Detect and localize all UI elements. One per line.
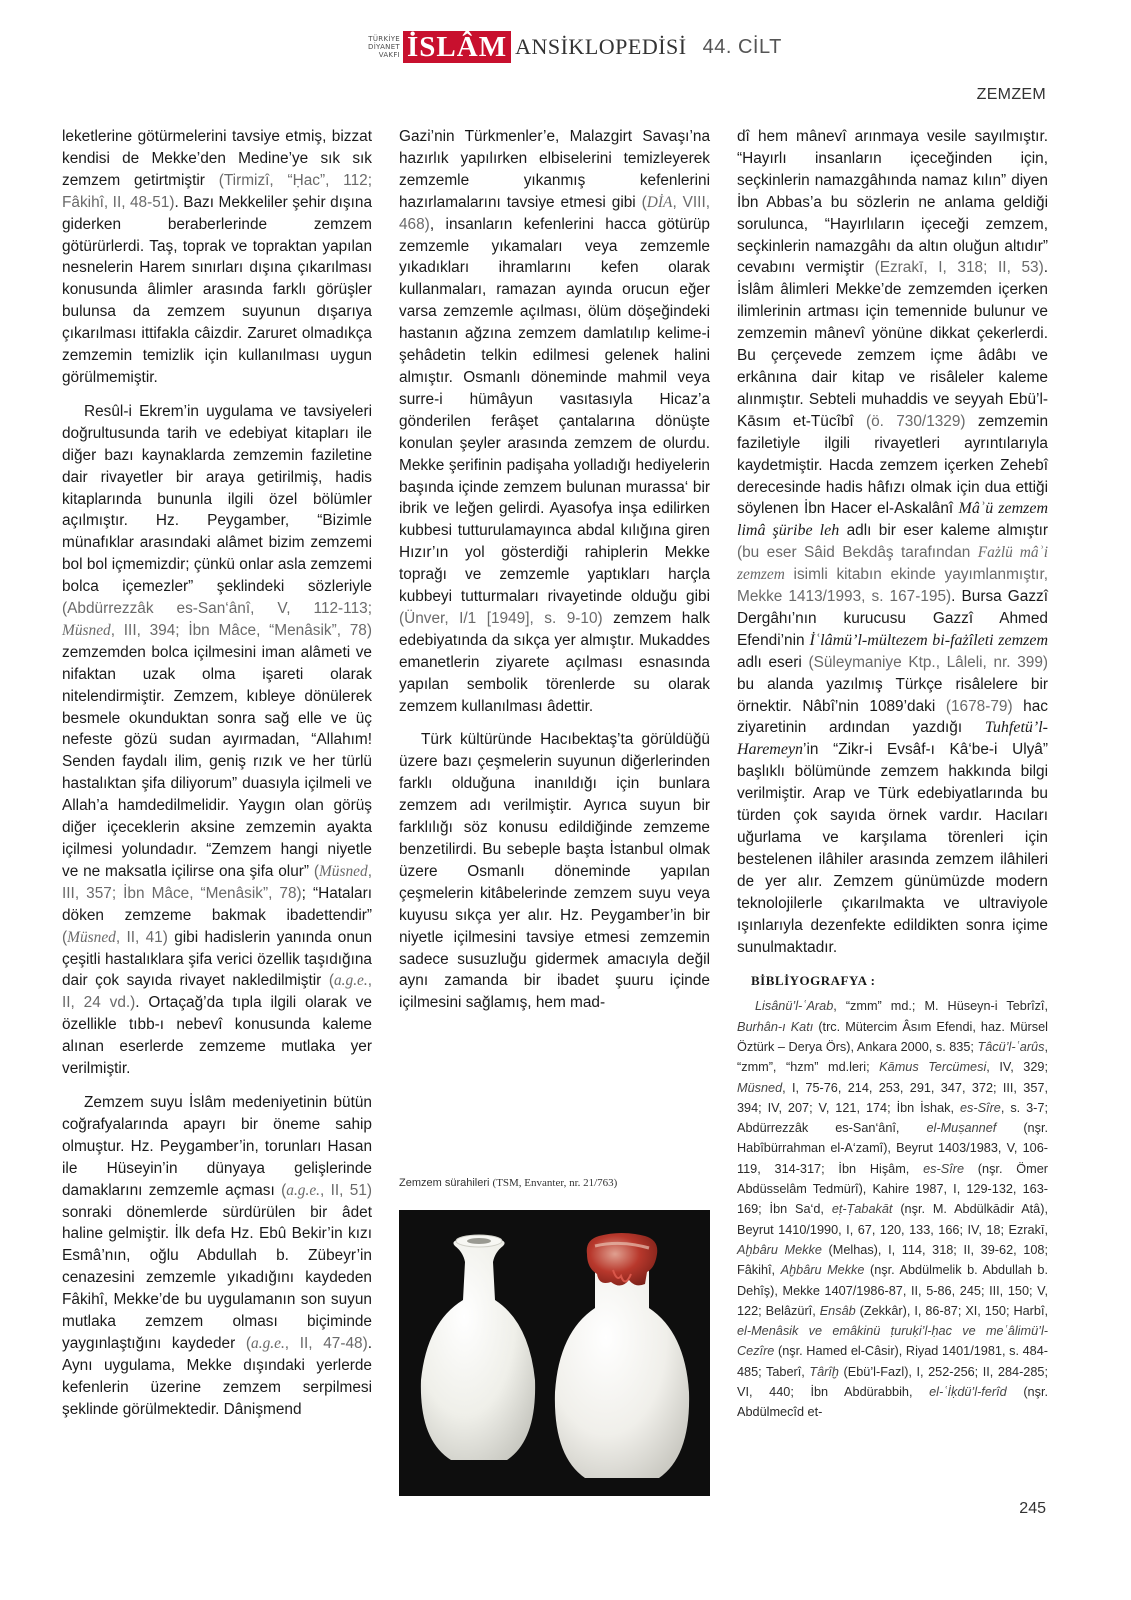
figure-caption: Zemzem sürahileri (TSM, Envanter, nr. 21/763)	[399, 1177, 618, 1189]
brand-subtitle: ANSİKLOPEDİSİ	[515, 34, 687, 59]
bibliography-heading: BİBLİYOGRAFYA :	[751, 973, 876, 989]
brand-logo: İSLÂM	[403, 31, 511, 63]
paragraph: Gazi’nin Türkmenler’e, Malazgirt Savaşı’na hazırlık yapılırken elbiselerini temizleyerek zemzemle yıkanmış kefenlerini hazırlamalarını tavsiye etmesi gibi (DİA, VIII, 468), insanların kefenlerini hacca götürüp zemzemle yıkamaları veya zemzemle yıkadıkları ihramlarını kefen olarak kullanmaları, ramazan ayında orucun eğer varsa zemzemle açılması, ölüm döşeğindeki hastanın ağzına zemzem damlatılıp kelime-i şehâdetin telkin edilmesi gelenek halini almıştır. Osmanlı döneminde mahmil veya surre-i hümâyun vasıtasıyla Hicaz’a gönderilen ferâşet çantalarına dönüşte konulan şeyler arasında zemzem de olurdu. Mekke şerifinin padişaha yolladığı hediyelerin başında içinde zemzem bulunan murassa‘ bir ibrik ve leğen gelirdi. Ayasofya inşa edilirken kubbesi tutturulamayınca abdal kılığına giren Hızır’ın yol gösterdiği rahiplerin Mekke toprağı ve zemzemle yaptıkları harçla kubbeyi tutturmaları rivayetinde olduğu gibi (Ünver, I/1 [1949], s. 9-10) zemzem halk edebiyatında da sıkça yer almıştır. Mukaddes emanetlerin ziyarete açılması esnasında yapılan sembolik törenlerde su olarak zemzem kullanılması âdettir.	[399, 128, 710, 715]
text-column-1	[62, 126, 372, 1433]
volume-label: 44. CİLT	[702, 35, 782, 58]
running-title: ZEMZEM	[976, 86, 1046, 103]
left-vase	[421, 1240, 535, 1460]
paragraph: Resûl-i Ekrem’in uygulama ve tavsiyeleri doğrultusunda tarih ve edebiyat kitapları ile diğer bazı kaynaklarda zemzemin faziletine dair rivayetler bir araya getirilmiş, hadis kitaplarında bununla ilgili özel bölümler açılmıştır. Hz. Peygamber, “Bizimle münafıklar arasındaki alâmet bizim zemzemi bol bol içmemizdir; çünkü onlar asla zemzemi bolca içemezler” şeklindeki sözleriyle (Abdürrezzâk es-San‘ânî, V, 112-113; Müsned, III, 394; İbn Mâce, “Menâsik”, 78) zemzemden bolca içilmesini iman alâmeti ve nifaktan uzak olma işareti olarak nitelendirmiştir. Zemzem, kıbleye dönülerek besmele okunduktan sonra sağ elle ve üç nefeste gözü sudan ayırmadan, “Allahım! Senden faydalı ilim, geniş rızık ve her türlü hastalıktan şifa diliyorum” duasıyla içilmeli ve Allah’a hamdedilmelidir. Yaygın olan görüş diğer içeceklerin aksine zemzemin ayakta içilmesi yolundadır. “Zemzem hangi niyetle ve ne maksatla içilirse ona şifa olur” (Müsned, III, 357; İbn Mâce, “Menâsik”, 78); “Hataları döken zemzeme bakmak ibadettendir” (Müsned, II, 41) gibi hadislerin yanında onun çeşitli hastalıklara şifa verici özellik taşıdığına dair çok sayıda rivayet nakledilmiştir (a.g.e., II, 24 vd.). Ortaçağ’da tıpla ilgili olarak ve özellikle tıbb-ı nebevî konusunda kaleme alınan eserlerde zemzeme mutlaka yer verilmiştir.	[62, 402, 372, 1078]
paragraph: Zemzem suyu İslâm medeniyetinin bütün coğrafyalarında apayrı bir öneme sahip olmuştur. Hz. Peygamber’in, torunları Hasan ile Hüseyin’in dünyaya gelişlerinde damaklarını zemzemle açması (a.g.e., II, 51) sonraki dönemlerde sürdürülen bir âdet haline gelmiştir. İlk defa Hz. Ebû Bekir’in kızı Esmâ’nın, oğlu Abdullah b. Zübeyr’in cenazesini zemzemle yıkadığını kaydeden Fâkihî, Mekke’de bu uygulamanın son suyun mutlaka zemzem olması biçiminde yaygınlaştığını kaydeder (a.g.e., II, 47-48). Aynı uygulama, Mekke dışındaki yerlerde kefenlerin üzerine zemzem serpilmesi şeklinde görülmektedir. Dânişmend	[62, 1093, 372, 1418]
bibliography-text: Lisânü’l-ʿArab, “zmm” md.; M. Hüseyn-i Tebrîzî, Burhân-ı Katı (trc. Mütercim Âsım Efendi, haz. Mürsel Öztürk – Derya Örs), Ankara 2000, s. 835; Tâcü’l-ʿarûs, “zmm”, “hzm” md.leri; Kāmus Tercümesi, IV, 329; Müsned, I, 75-76, 214, 253, 291, 347, 372; III, 357, 394; IV, 207; V, 121, 174; İbn İshak, es-Sîre, s. 3-7; Abdürrezzâk es-San‘ânî, el-Muṣannef (nşr. Habîbürrahman el-A‘zamî), Beyrut 1403/1983, V, 106-119, 314-317; İbn Hişâm, es-Sîre (nşr. Ömer Abdüsselâm Tedmürî), Kahire 1987, I, 129-132, 163-169; İbn Sa‘d, eṭ-Ṭabakāt (nşr. M. Abdülkādir Atâ), Beyrut 1410/1990, I, 67, 120, 133, 166; IV, 18; Ezrakī, Aḫbâru Mekke (Melhas), I, 114, 318; II, 39-62, 108; Fâkihî, Aḫbâru Mekke (nşr. Abdülmelik b. Abdullah b. Dehîş), Mekke 1407/1986-87, II, 5-86, 245; III, 150; V, 122; Belâzürî, Ensâb (Zekkâr), I, 86-87; XI, 150; Harbî, el-Menâsik ve emâkinü ṭuruḳi’l-ḥac ve meʿâlimü’l-Cezîre (nşr. Hamed el-Câsir), Riyad 1401/1981, s. 484-485; Taberî, Târîḫ (Ebü’l-Fazl), I, 252-256; II, 284-285; VI, 440; İbn Abdürabbih, el-ʿİḳdü’l-ferîd (nşr. Abdülmecîd et-	[737, 999, 1049, 1420]
paragraph: leketlerine götürmelerini tavsiye etmiş, bizzat kendisi de Mekke’den Medine’ye sık sık zemzem getirtmiştir (Tirmizî, “Ḥac”, 112; Fâkihî, II, 48-51). Bazı Mekkeliler şehir dışına giderken beraberlerinde zemzem götürürlerdi. Taş, toprak ve topraktan yapılan nesnelerin Harem sınırları dışına çıkarılması konusunda âlimler arasında farklı görüşler bulunsa da zemzem suyunun dışarıya çıkarılması ittifakla câizdir. Zaruret olmadıkça zemzemin temizlik için kullanılması uygun görülmemiştir.	[62, 128, 373, 386]
paragraph: dî hem mânevî arınmaya vesile sayılmıştır. “Hayırlı insanların içeceğinden için, seçkinlerin namazgâhında namaz kılın” diyen İbn Abbas’a bu sözlerin ne anlama geldiği sorulunca, “Hayırlıların içeceği zemzem, seçkinlerin namazgâhı da altın oluğun altıdır” cevabını vermiştir (Ezrakī, I, 318; II, 53). İslâm âlimleri Mekke’de zemzemden içerken ilimlerinin artması için temennide bulunur ve zemzemin mânevî yönüne dikkat çekerlerdi. Bu çerçevede zemzem içme âdâbı ve erkânına dair kitap ve risâleler kaleme alınmıştır. Sebteli muhaddis ve seyyah Ebü’l-Kāsım et-Tücîbî (ö. 730/1329) zemzemin faziletiyle ilgili rivayetleri ayrıntılarıyla kaydetmiştir. Hacda zemzem içerken Zehebî derecesinde hadis hâfızı olmak için dua ettiği söylenen İbn Hacer el-Askalânî Mâʾü zemzem limâ şüribe leh adlı bir eser kaleme almıştır (bu eser Sâid Bekdâş tarafından Fażlü mâʾi zemzem isimli kitabın ekinde yayımlanmıştır, Mekke 1413/1993, s. 167-195). Bursa Gazzî Dergâhı’nın kurucusu Gazzî Ahmed Efendi’nin İʿlâmü’l-mültezem bi-fażîleti zemzem adlı eseri (Süleymaniye Ktp., Lâleli, nr. 399) bu alanda yazılmış Türkçe risâlelere bir örnektir. Nâbî’nin 1089’daki (1678-79) hac ziyaretinin ardından yazdığı Tuhfetü’l-Haremeyn’in “Zikr-i Evsâf-ı Kâ‘be-i Ulyâ” başlıklı bölümünde zemzem hakkında bilgi verilmiştir. Arap ve Türk edebiyatlarında bu türden çok sayıda örnek vardır. Hacıları uğurlama ve karşılama törenleri için bestelenen ilâhiler arasında zemzem ilâhileri de yer alır. Zemzem günümüzde modern teknolojilerle çıkarılmakta ve ultraviyole ışınlarıyla dezenfekte edildikten sonra içime sunulmaktadır.	[737, 128, 1049, 956]
masthead	[368, 30, 782, 64]
vases-illustration	[399, 1210, 710, 1496]
page-number: 245	[1019, 1500, 1046, 1517]
text-column-2	[399, 126, 710, 1026]
text-column-3	[737, 126, 1048, 1435]
right-vase	[555, 1262, 689, 1478]
publisher-name: TÜRKİYE DİYANET VAKFI	[368, 35, 401, 59]
paragraph: Türk kültüründe Hacıbektaş’ta görüldüğü üzere bazı çeşmelerin suyunun diğerlerinden farklı olduğuna inanıldığı için bunlara zemzem adı verilmiştir. Ayrıca suyun bir farklılığı söz konusu edildiğinde zemzeme benzetilirdi. Bu sebeple başta İstanbul olmak üzere Osmanlı döneminde yapılan çeşmelerin kitâbelerinde zemzem suyu veya kuyusu sıkça yer alır. Hz. Peygamber’in bir niyetle içilmesini tavsiye etmesi zemzemin sadece susuzluğu gidermek amacıyla değil aynı zamanda bir ibadet şuuru içinde içilmesini sağlamış, hem mad-	[399, 731, 710, 1012]
vases-photo	[399, 1210, 710, 1496]
